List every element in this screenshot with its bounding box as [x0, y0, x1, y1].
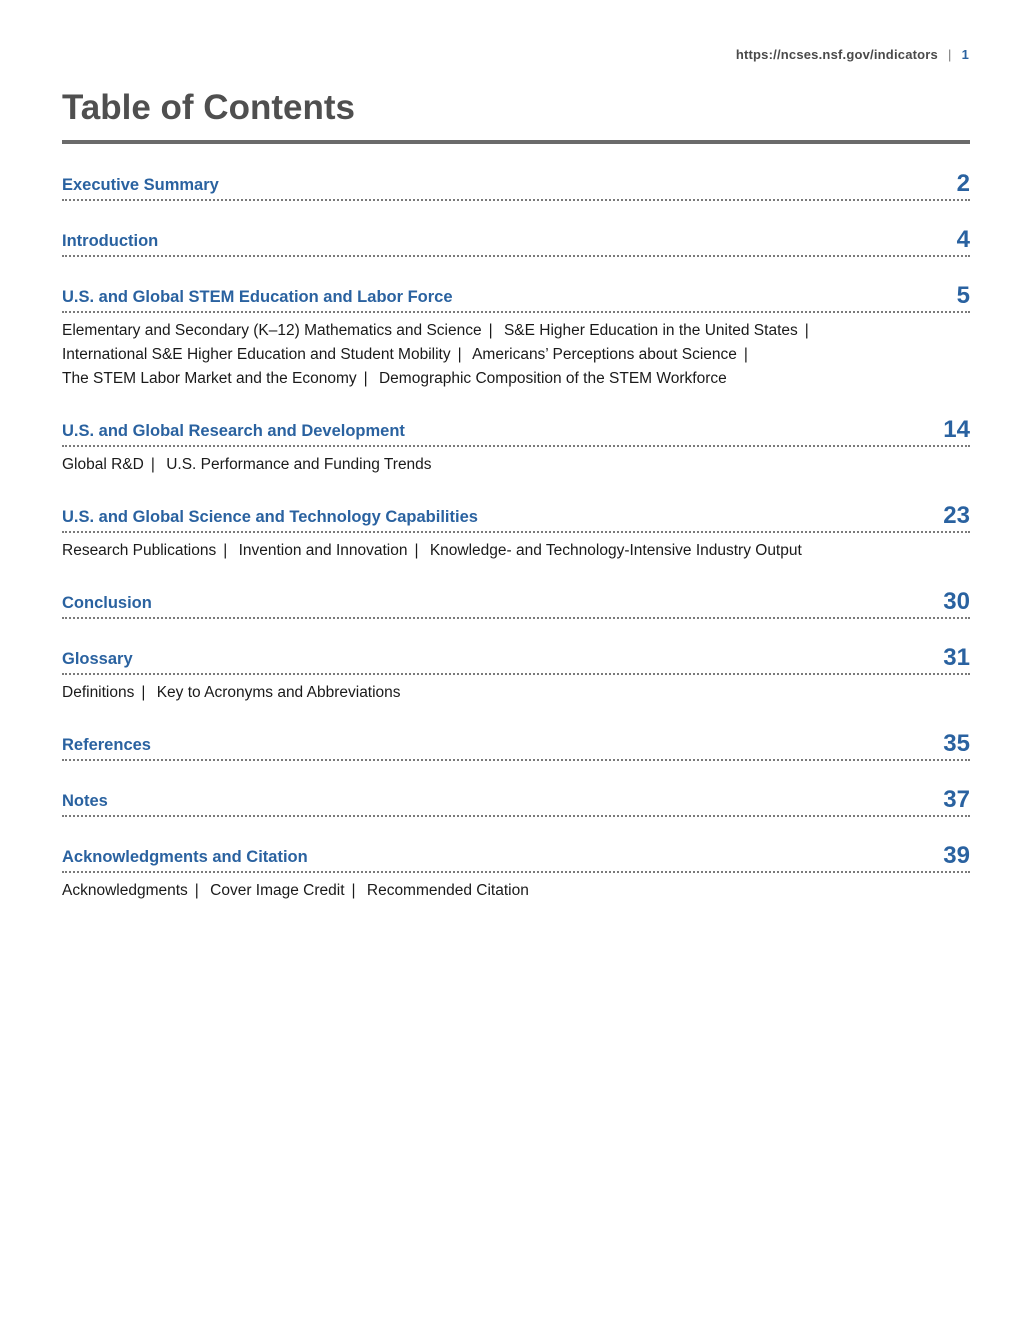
toc-entry-page-number[interactable]: 39: [943, 842, 970, 869]
toc-entry: [62, 782, 970, 817]
toc-entry-link[interactable]: Executive Summary: [62, 176, 219, 194]
toc-entry: [62, 726, 970, 761]
toc-subsection-link[interactable]: Recommended Citation: [366, 882, 529, 899]
toc-list: [62, 166, 970, 924]
toc-entry: [62, 222, 970, 257]
toc-subsection-link[interactable]: Acknowledgments: [62, 882, 188, 899]
toc-subsection-separator: |: [414, 542, 419, 559]
toc-entry-page-number[interactable]: 23: [943, 502, 970, 529]
header-url-link[interactable]: https://ncses.nsf.gov/indicators: [735, 47, 938, 62]
toc-subsection-separator: |: [223, 542, 228, 559]
toc-subsection-list: [62, 539, 970, 563]
toc-entry-link[interactable]: U.S. and Global Science and Technology Capabilities: [62, 508, 478, 526]
toc-subsection-link[interactable]: Global R&D: [62, 456, 144, 473]
page-header: [736, 47, 969, 62]
toc-subsection-separator: |: [150, 456, 155, 473]
toc-entry-row[interactable]: [62, 278, 970, 313]
toc-entry-link[interactable]: Conclusion: [62, 594, 152, 612]
toc-entry-link[interactable]: Notes: [62, 792, 108, 810]
toc-subsection-link[interactable]: Cover Image Credit: [210, 882, 345, 899]
toc-entry: [62, 640, 970, 705]
toc-subsection-link[interactable]: S&E Higher Education in the United States: [503, 322, 798, 339]
toc-entry-link[interactable]: Glossary: [62, 650, 133, 668]
toc-subsection-link[interactable]: Key to Acronyms and Abbreviations: [156, 684, 401, 701]
toc-subsection-link[interactable]: U.S. Performance and Funding Trends: [166, 456, 432, 473]
toc-subsection-list: [62, 319, 970, 391]
toc-subsection-link[interactable]: Demographic Composition of the STEM Workforce: [378, 370, 727, 387]
toc-entry: [62, 498, 970, 563]
toc-entry-page-number[interactable]: 37: [943, 786, 970, 813]
header-separator: |: [947, 47, 952, 62]
toc-entry-page-number[interactable]: 2: [956, 170, 970, 197]
toc-subsection-link[interactable]: Definitions: [62, 684, 135, 701]
toc-subsection-separator: |: [141, 684, 146, 701]
page-title: Table of Contents: [62, 88, 355, 127]
toc-entry: [62, 838, 970, 903]
toc-entry-page-number[interactable]: 31: [943, 644, 970, 671]
toc-subsection-link[interactable]: Americans’ Perceptions about Science: [472, 346, 737, 363]
toc-entry-page-number[interactable]: 35: [943, 730, 970, 757]
toc-subsection-separator: |: [363, 370, 368, 387]
toc-subsection-link[interactable]: Invention and Innovation: [238, 542, 408, 559]
toc-entry-link[interactable]: Introduction: [62, 232, 159, 250]
toc-subsection-link[interactable]: Research Publications: [62, 542, 217, 559]
header-page-number: 1: [961, 47, 969, 62]
toc-subsection-link[interactable]: The STEM Labor Market and the Economy: [62, 370, 357, 387]
title-divider: [62, 140, 970, 144]
toc-subsection-link[interactable]: Elementary and Secondary (K–12) Mathematics and Science: [62, 322, 482, 339]
toc-subsection-separator: |: [488, 322, 493, 339]
toc-entry-link[interactable]: Acknowledgments and Citation: [62, 848, 308, 866]
toc-subsection-separator: |: [194, 882, 199, 899]
toc-subsection-link[interactable]: International S&E Higher Education and Student Mobility: [62, 346, 451, 363]
toc-entry-row[interactable]: [62, 498, 970, 533]
toc-entry-page-number[interactable]: 4: [956, 226, 970, 253]
toc-entry-row[interactable]: [62, 584, 970, 619]
toc-subsection-link[interactable]: Knowledge- and Technology-Intensive Industry Output: [429, 542, 802, 559]
toc-entry: [62, 166, 970, 201]
toc-subsection-separator: |: [351, 882, 356, 899]
toc-entry-page-number[interactable]: 30: [943, 588, 970, 615]
toc-entry-row[interactable]: [62, 782, 970, 817]
toc-subsection-separator: |: [457, 346, 462, 363]
toc-entry-row[interactable]: [62, 222, 970, 257]
toc-subsection-separator: |: [743, 346, 748, 363]
toc-entry-row[interactable]: [62, 166, 970, 201]
toc-subsection-separator: |: [804, 322, 809, 339]
toc-entry-row[interactable]: [62, 838, 970, 873]
toc-subsection-list: [62, 453, 970, 477]
toc-entry: [62, 412, 970, 477]
toc-entry-page-number[interactable]: 5: [956, 282, 970, 309]
toc-entry-row[interactable]: [62, 412, 970, 447]
toc-entry: [62, 278, 970, 391]
toc-entry-row[interactable]: [62, 726, 970, 761]
toc-subsection-list: [62, 879, 970, 903]
toc-entry: [62, 584, 970, 619]
toc-subsection-list: [62, 681, 970, 705]
toc-entry-link[interactable]: References: [62, 736, 151, 754]
toc-entry-page-number[interactable]: 14: [943, 416, 970, 443]
toc-entry-link[interactable]: U.S. and Global STEM Education and Labor Force: [62, 288, 453, 306]
toc-entry-link[interactable]: U.S. and Global Research and Development: [62, 422, 405, 440]
toc-entry-row[interactable]: [62, 640, 970, 675]
